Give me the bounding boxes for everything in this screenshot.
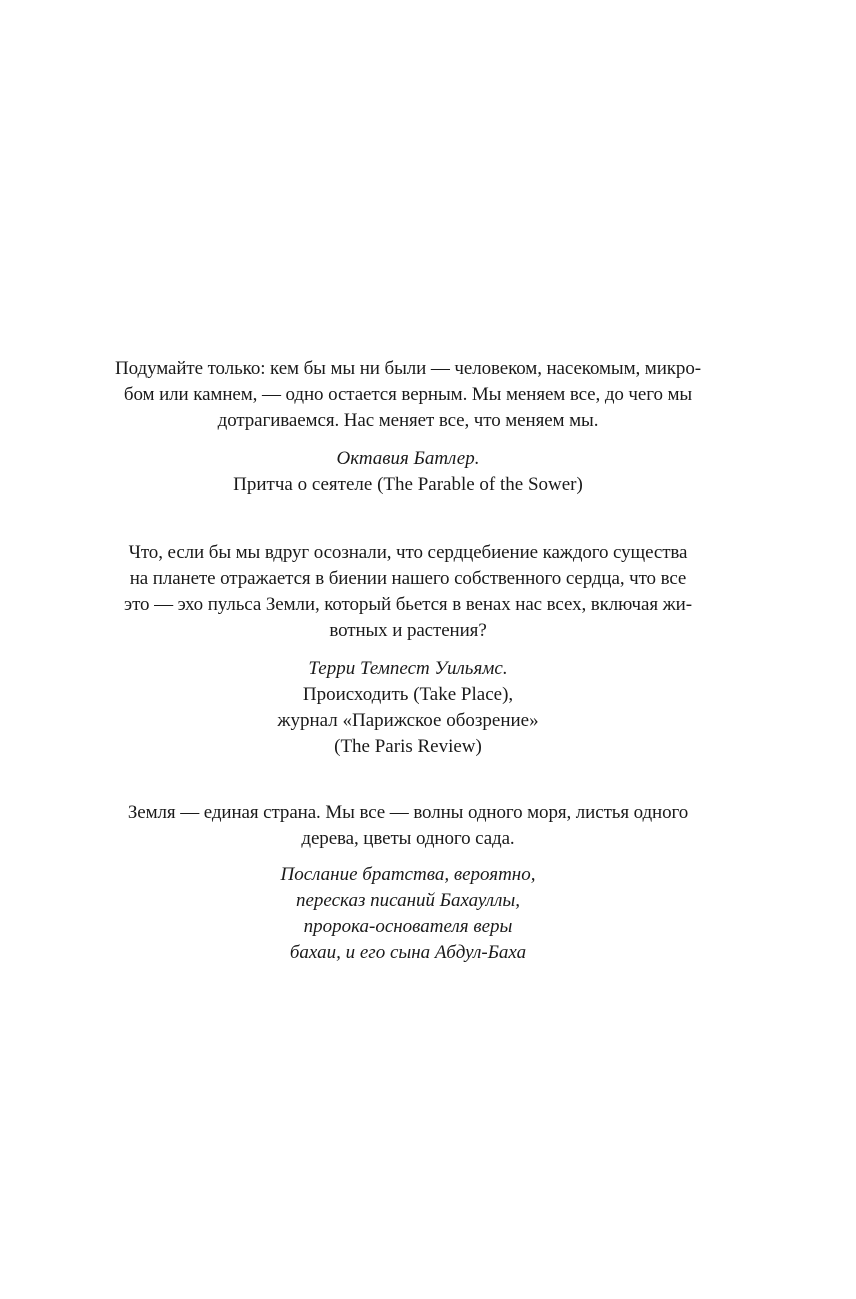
epigraph-quote-bahaullah — [96, 800, 720, 966]
quote-source: (The Paris Review) — [334, 736, 482, 757]
quote-source: Притча о сеятеле (The Parable of the Sower) — [233, 474, 583, 495]
quote-line: вотных и растения? — [329, 620, 487, 641]
quote-source: журнал «Парижское обозрение» — [277, 710, 539, 731]
epigraph-quote-butler — [96, 356, 720, 498]
quote-attribution — [96, 656, 720, 760]
quote-author: Терри Темпест Уильямс. — [308, 658, 508, 679]
quote-author: Октавия Батлер. — [336, 448, 480, 469]
quote-attribution-line: пророка-основателя веры — [303, 916, 513, 937]
quote-attribution — [96, 446, 720, 498]
epigraph-quote-williams — [96, 540, 720, 760]
quote-line: Подумайте только: кем бы мы ни были — человеком, насекомым, микро- — [115, 358, 701, 379]
quote-attribution-line: бахаи, и его сына Абдул-Баха — [289, 942, 527, 963]
quote-text — [96, 540, 720, 644]
quote-line: Что, если бы мы вдруг осознали, что сердцебиение каждого существа — [128, 542, 688, 563]
quote-text — [96, 800, 720, 852]
quote-text — [96, 356, 720, 434]
quote-line: дерева, цветы одного сада. — [301, 828, 515, 849]
quote-line: дотрагиваемся. Нас меняет все, что меняем мы. — [217, 410, 599, 431]
quote-line: бом или камнем, — одно остается верным. Мы меняем все, до чего мы — [123, 384, 693, 405]
quote-attribution — [96, 862, 720, 966]
quote-line: Земля — единая страна. Мы все — волны одного моря, листья одного — [127, 802, 689, 823]
quote-line: на планете отражается в биении нашего собственного сердца, что все — [129, 568, 687, 589]
quote-attribution-line: Послание братства, вероятно, — [280, 864, 536, 885]
quote-attribution-line: пересказ писаний Бахауллы, — [296, 890, 520, 911]
quote-source: Происходить (Take Place), — [302, 684, 514, 705]
quote-line: это — эхо пульса Земли, который бьется в венах нас всех, включая жи- — [124, 594, 692, 615]
